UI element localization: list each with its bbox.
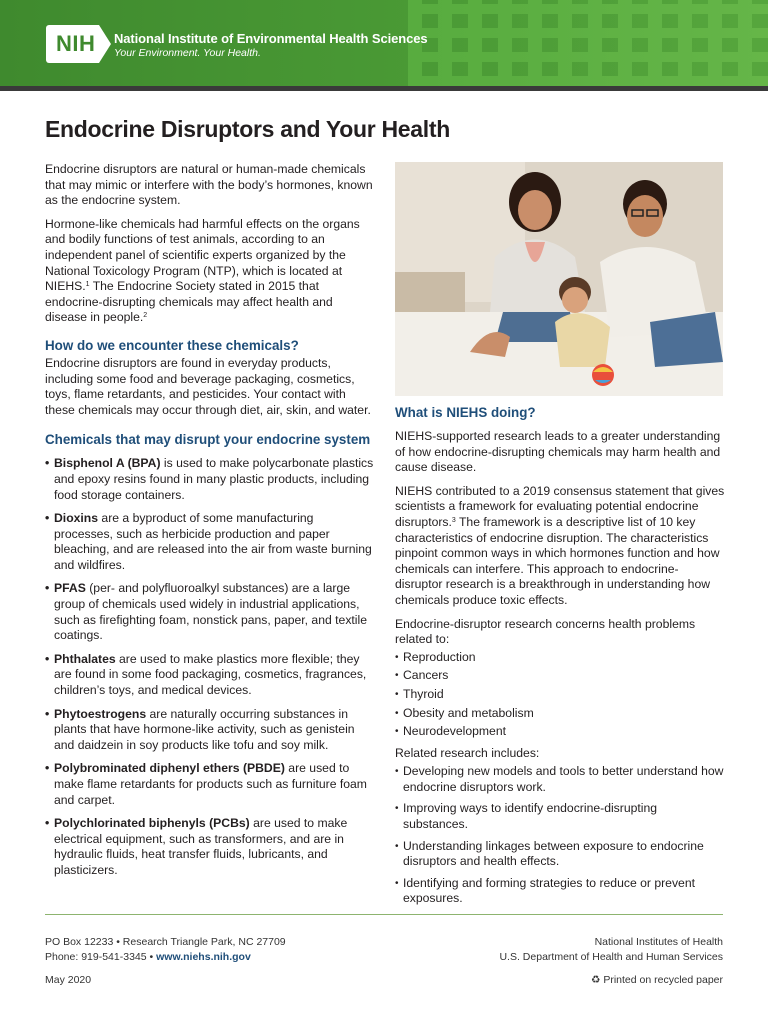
header-banner bbox=[0, 0, 768, 86]
footer-recycled: ♻ Printed on recycled paper bbox=[591, 974, 723, 986]
related-intro: Related research includes: bbox=[395, 745, 540, 760]
list-item: • Improving ways to identify endocrine-disrupting substances. bbox=[395, 801, 725, 832]
encounter-heading: How do we encounter these chemicals? bbox=[45, 337, 299, 353]
health-problems-list bbox=[395, 650, 725, 740]
header-divider bbox=[0, 86, 768, 91]
footer-divider bbox=[45, 914, 723, 915]
list-item: • Phytoestrogens are naturally occurring substances in plants that have hormone-like activity, such as genistein and daidzein in soy products like tofu and soy milk. bbox=[45, 707, 375, 754]
family-photo bbox=[395, 162, 723, 396]
nih-logo-arrow-icon bbox=[99, 25, 111, 63]
list-item: • Identifying and forming strategies to reduce or prevent exposures. bbox=[395, 876, 725, 907]
footer-contact bbox=[45, 951, 251, 963]
list-item: • Neurodevelopment bbox=[395, 724, 725, 740]
footer-phone: Phone: 919-541-3345 • bbox=[45, 951, 157, 963]
list-item: • PFAS (per- and polyfluoroalkyl substances) are a large group of chemicals used widely in industrial applications, such as firefighting foam, nonstick pans, paper, and textile coatings. bbox=[45, 581, 375, 643]
family-photo-illustration bbox=[395, 162, 723, 396]
chemicals-heading: Chemicals that may disrupt your endocrine system bbox=[45, 432, 371, 448]
list-item: • Cancers bbox=[395, 668, 725, 684]
nih-logo[interactable] bbox=[46, 25, 111, 63]
list-item: • Thyroid bbox=[395, 687, 725, 703]
list-item: • Obesity and metabolism bbox=[395, 706, 725, 722]
list-item: • Understanding linkages between exposure to endocrine disruptors and health effects. bbox=[395, 839, 725, 870]
footnote-ref-2: 2 bbox=[143, 312, 148, 320]
intro-paragraph-2: Hormone-like chemicals had harmful effects on the organs and bodily functions of test animals, according to an independent panel of scientific experts organized by the National Toxicology Program (NTP), which is located at NIEHS.$^1$ The Endocrine Society stated in 2015 that endocrine-disrupting chemicals may affect health and disease in people.$^2$ bbox=[45, 216, 360, 325]
niehs-paragraph-1: NIEHS-supported research leads to a greater understanding of how endocrine-disrupting chemicals may harm health and cause disease. bbox=[395, 429, 721, 475]
chemical-term: Polybrominated diphenyl ethers (PBDE) bbox=[54, 761, 285, 776]
chemical-term: Phthalates bbox=[54, 651, 116, 666]
chemical-term: Bisphenol A (BPA) bbox=[54, 456, 161, 471]
list-item: • Developing new models and tools to better understand how endocrine disruptors work. bbox=[395, 764, 725, 795]
list-item: • Dioxins are a byproduct of some manufacturing processes, such as herbicide production and paper bleaching, and are released into the air from waste burning and wildfires. bbox=[45, 511, 375, 573]
chemical-term: Phytoestrogens bbox=[54, 706, 147, 721]
website-link[interactable]: www.niehs.nih.gov bbox=[156, 951, 251, 963]
footer-address: PO Box 12233 • Research Triangle Park, NC 27709 bbox=[45, 936, 286, 948]
right-column bbox=[395, 405, 725, 913]
footer-agency-2: U.S. Department of Health and Human Services bbox=[499, 951, 723, 963]
footnote-ref-1: 1 bbox=[85, 281, 90, 289]
nih-logo-text: NIH bbox=[46, 25, 99, 63]
footer-agency-1: National Institutes of Health bbox=[594, 936, 723, 948]
chemicals-list bbox=[45, 456, 375, 878]
encounter-body: Endocrine disruptors are found in everyday products, including some food and beverage packaging, cosmetics, toys, flame retardants, and pesticides. Your contact with these chemicals may occur through diet, air, skin, and water. bbox=[45, 355, 371, 417]
niehs-paragraph-3: Endocrine-disruptor research concerns health problems related to: bbox=[395, 616, 696, 647]
org-tagline: Your Environment. Your Health. bbox=[114, 47, 261, 59]
org-name: National Institute of Environmental Health Sciences bbox=[114, 31, 428, 46]
list-item: • Reproduction bbox=[395, 650, 725, 666]
recycle-icon: ♻ bbox=[591, 974, 601, 986]
niehs-heading: What is NIEHS doing? bbox=[395, 405, 536, 420]
list-item: • Polychlorinated biphenyls (PCBs) are used to make electrical equipment, such as transformers, and are in hydraulic fluids, heat transfer fluids, lubricants, and plasticizers. bbox=[45, 816, 375, 878]
banner-pattern bbox=[408, 0, 768, 86]
chemical-term: Dioxins bbox=[54, 511, 99, 526]
list-item: • Phthalates are used to make plastics more flexible; they are found in some food packaging, cosmetics, fragrances, children’s toys, and medical devices. bbox=[45, 652, 375, 699]
footer-date: May 2020 bbox=[45, 974, 92, 986]
list-item: • Bisphenol A (BPA) is used to make polycarbonate plastics and epoxy resins found in many plastic products, including food storage containers. bbox=[45, 456, 375, 503]
niehs-paragraph-2: NIEHS contributed to a 2019 consensus statement that gives scientists a framework for evaluating potential endocrine disruptors.$^3$ The framework is a descriptive list of 10 key characteristics of endocrine disruption. The characteristics pinpoint common ways in which hormones function and how chemicals can interfere. This approach to endocrine-disruptor research is a breakthrough in understanding how chemicals produce toxic effects. bbox=[395, 483, 725, 607]
footnote-ref-3: 3 bbox=[451, 516, 456, 524]
list-item: • Polybrominated diphenyl ethers (PBDE) are used to make flame retardants for products such as furniture foam and carpet. bbox=[45, 761, 375, 808]
intro-paragraph-1: Endocrine disruptors are natural or human-made chemicals that may mimic or interfere with the body’s hormones, known as the endocrine system. bbox=[45, 162, 373, 208]
left-column bbox=[45, 162, 375, 887]
page-title: Endocrine Disruptors and Your Health bbox=[45, 116, 450, 142]
related-research-list bbox=[395, 764, 725, 907]
chemical-term: Polychlorinated biphenyls (PCBs) bbox=[54, 816, 250, 831]
chemical-term: PFAS bbox=[54, 581, 86, 596]
